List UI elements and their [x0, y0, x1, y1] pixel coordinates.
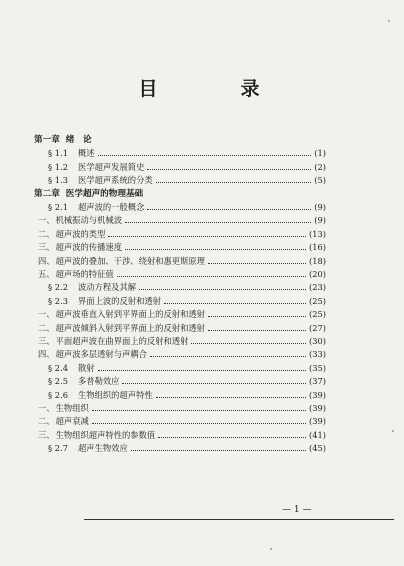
toc-section-number: 二、 — [38, 228, 55, 239]
toc-page-number: (45) — [308, 443, 326, 454]
toc-entry-title: 生物组织超声特性的参数值 — [55, 429, 156, 440]
toc-page-number: (30) — [308, 336, 326, 346]
toc-section-number: 一、 — [38, 403, 55, 413]
toc-section-number: 第二章 — [34, 188, 60, 199]
toc-dot-leader — [158, 436, 306, 438]
toc-section-number: § 1.1 — [48, 148, 68, 159]
toc-entry-title: 平面超声波在曲界面上的反射和透射 — [55, 336, 189, 346]
toc-page-number: (25) — [308, 295, 326, 306]
toc-dot-leader — [150, 355, 306, 357]
toc-entry-row — [48, 295, 326, 307]
toc-entry-title: 超声衰减 — [55, 416, 89, 427]
toc-page-number: (5) — [314, 175, 326, 186]
toc-entry-title: 医学超声系统的分类 — [77, 175, 153, 186]
toc-section-number: 第一章 — [34, 135, 60, 145]
toc-dot-leader — [125, 221, 311, 223]
toc-chapter-row — [34, 134, 326, 146]
toc-section-number: § 2.3 — [48, 295, 68, 306]
toc-dot-leader — [125, 248, 306, 250]
toc-dot-leader — [92, 409, 306, 411]
toc-section-number: 四、 — [38, 255, 55, 266]
toc-entry-row — [48, 442, 326, 454]
toc-section-number: 五、 — [38, 269, 55, 279]
toc-entry-title: 超声波的传播速度 — [55, 242, 122, 253]
toc-section-number: 三、 — [38, 336, 55, 346]
toc-entry-title: 散射 — [77, 362, 95, 373]
toc-entry-title: 生物组织的超声特性 — [77, 389, 153, 400]
toc-dot-leader — [98, 369, 306, 371]
toc-entry-title: 医学超声的物理基础 — [65, 188, 144, 199]
toc-page-number: (23) — [308, 282, 326, 293]
toc-section-number: § 2.2 — [48, 282, 68, 293]
toc-dot-leader — [147, 168, 311, 170]
toc-page-number: (1) — [314, 148, 326, 159]
toc-section-number: 二、 — [38, 322, 55, 333]
page-title: 目 录 — [138, 78, 292, 100]
toc-page-number: (33) — [308, 349, 326, 360]
toc-entry-row — [38, 348, 326, 360]
toc-entry-row — [48, 362, 326, 374]
toc-entry-row — [38, 322, 326, 334]
toc-dot-leader — [98, 154, 312, 156]
toc-entry-title: 超声波倾斜入射到平界面上的反射和透射 — [55, 322, 205, 333]
toc-dot-leader — [122, 382, 305, 384]
toc-chapter-row — [34, 188, 326, 200]
toc-page-number: (39) — [308, 416, 326, 427]
toc-entry-row — [48, 375, 326, 387]
page-number: — 1 — — [282, 505, 312, 515]
scan-speck — [392, 430, 394, 432]
toc-page-number: (13) — [308, 228, 326, 239]
toc-entry-row — [38, 335, 326, 347]
toc-entry-row — [38, 415, 326, 427]
toc-entry-row — [38, 268, 326, 280]
toc-entry-row — [38, 228, 326, 240]
toc-section-number: § 2.6 — [48, 389, 68, 400]
toc-dot-leader — [156, 181, 312, 183]
toc-entry-title: 超声波的一般概念 — [77, 202, 145, 212]
toc-entry-row — [38, 214, 326, 226]
toc-page-number: (27) — [308, 322, 326, 333]
toc-dot-leader — [164, 302, 306, 304]
toc-entry-row — [48, 147, 326, 159]
toc-dot-leader — [139, 288, 306, 290]
toc-dot-leader — [208, 262, 306, 264]
toc-entry-title: 医学超声发展简史 — [77, 161, 145, 172]
toc-page-number: (39) — [308, 403, 326, 413]
toc-entry-title: 超声波垂直入射到平界面上的反射和透射 — [55, 309, 205, 320]
toc-entry-row — [38, 429, 326, 441]
toc-entry-title: 多普勒效应 — [77, 376, 120, 387]
toc-entry-row — [38, 308, 326, 320]
toc-entry-row — [38, 241, 326, 253]
toc-entry-title: 超声波的叠加、干涉、绕射和惠更斯原理 — [55, 255, 205, 266]
toc-page-number: (20) — [308, 269, 326, 279]
toc-section-number: 四、 — [38, 349, 55, 360]
toc-entry-title: 超声场的特征值 — [55, 269, 114, 279]
scan-speck — [388, 20, 390, 22]
toc-dot-leader — [108, 235, 306, 237]
toc-section-number: § 2.5 — [48, 376, 68, 387]
toc-entry-title: 超声生物效应 — [77, 443, 128, 454]
toc-page-number: (9) — [314, 215, 326, 226]
toc-dot-leader — [208, 329, 306, 331]
toc-dot-leader — [117, 275, 306, 277]
toc-page-number: (25) — [308, 309, 326, 320]
toc-entry-row — [38, 402, 326, 414]
toc-entry-row — [48, 201, 326, 213]
toc-entry-row — [48, 281, 326, 293]
toc-section-number: 一、 — [38, 309, 55, 320]
toc-page-number: (16) — [308, 242, 326, 253]
toc-page-number: (41) — [308, 429, 326, 440]
toc-page-number: (37) — [308, 376, 326, 387]
toc-section-number: § 1.3 — [48, 175, 68, 186]
scan-speck — [270, 548, 272, 550]
toc-page-number: (39) — [308, 389, 326, 400]
toc-dot-leader — [131, 449, 306, 451]
toc-entry-title: 生物组织 — [55, 403, 89, 413]
toc-dot-leader — [92, 422, 306, 424]
toc-dot-leader — [156, 396, 306, 398]
toc-entry-row — [48, 174, 326, 186]
toc-entry-title: 概述 — [77, 148, 95, 159]
toc-entry-title: 界面上波的反射和透射 — [77, 295, 161, 306]
toc-section-number: § 2.7 — [48, 443, 68, 454]
toc-entry-title: 超声波多层透射与声耦合 — [55, 349, 147, 360]
toc-section-number: 三、 — [38, 429, 55, 440]
toc-page-number: (2) — [314, 161, 326, 172]
toc-entry-row — [48, 161, 326, 173]
toc-section-number: 一、 — [38, 215, 55, 226]
toc-dot-leader — [147, 208, 311, 210]
toc-dot-leader — [191, 342, 306, 344]
toc-section-number: § 2.4 — [48, 362, 68, 373]
toc-entry-title: 机械振动与机械波 — [55, 215, 122, 226]
footer-rule — [84, 519, 394, 520]
toc-section-number: 三、 — [38, 242, 55, 253]
toc-entry-row — [38, 255, 326, 267]
toc-entry-title: 波动方程及其解 — [77, 282, 137, 293]
toc-dot-leader — [208, 315, 306, 317]
toc-entry-title: 绪 论 — [65, 135, 92, 145]
toc-section-number: § 2.1 — [48, 202, 68, 212]
toc-entry-row — [48, 389, 326, 401]
toc-section-number: 二、 — [38, 416, 55, 427]
toc-page-number: (18) — [308, 255, 326, 266]
toc-section-number: § 1.2 — [48, 161, 68, 172]
toc-entry-title: 超声波的类型 — [55, 228, 106, 239]
toc-page-number: (9) — [314, 202, 326, 212]
toc-page-number: (35) — [308, 362, 326, 373]
